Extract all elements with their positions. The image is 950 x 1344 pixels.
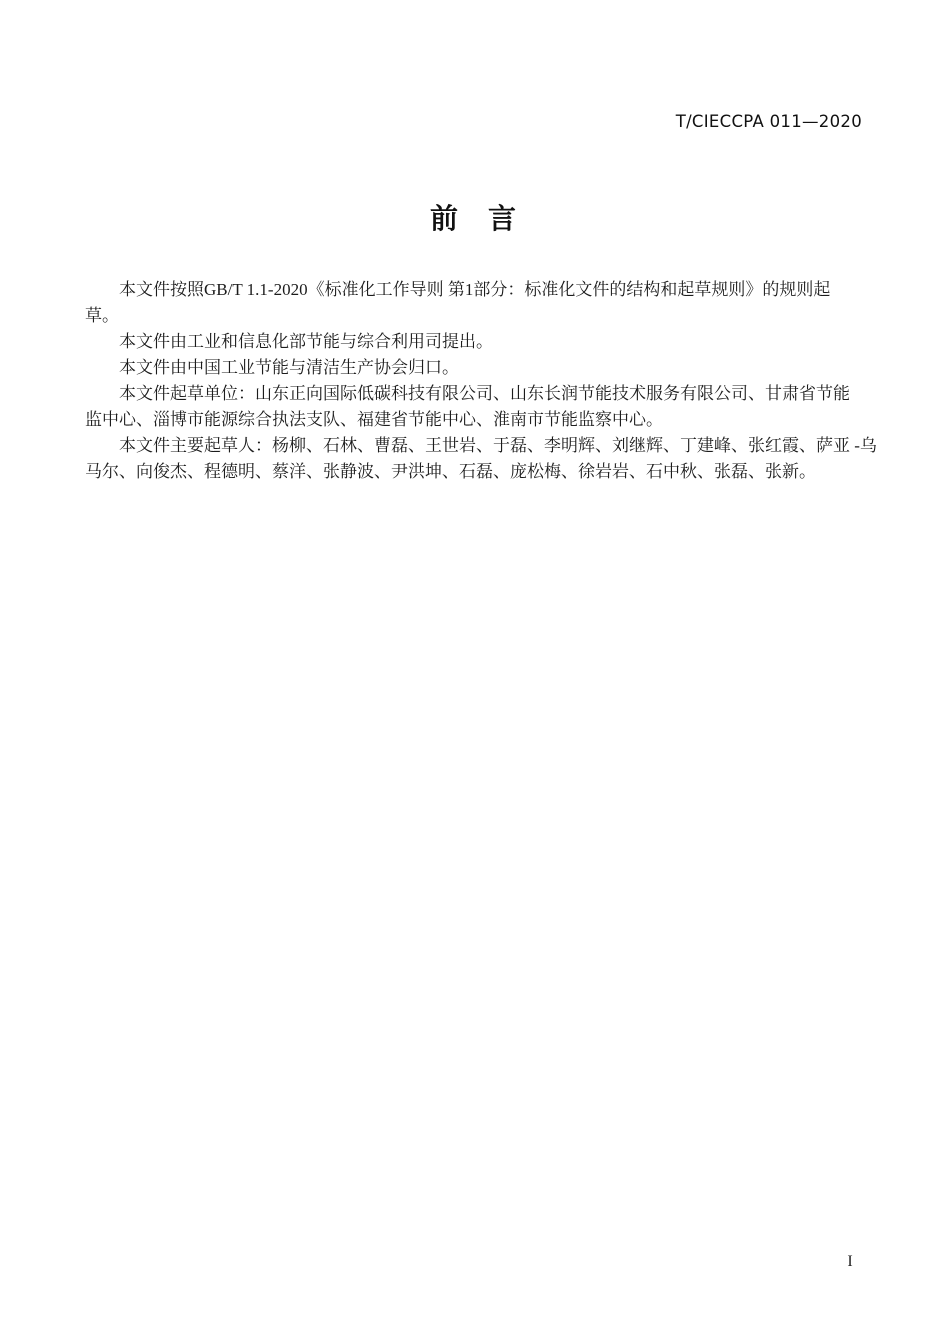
paragraph [85,355,862,381]
paragraph-line: 马尔、向俊杰、程德明、蔡洋、张静波、尹洪坤、石磊、庞松梅、徐岩岩、石中秋、张磊、张新。 [85,462,816,481]
paragraph-line: 本文件由工业和信息化部节能与综合利用司提出。 [119,332,493,351]
paragraph-line: 本文件主要起草人：杨柳、石林、曹磊、王世岩、于磊、李明辉、刘继辉、丁建峰、张红霞、萨亚 -乌 [119,436,877,455]
paragraph-line: 监中心、淄博市能源综合执法支队、福建省节能中心、淮南市节能监察中心。 [85,410,663,429]
paragraph [85,433,877,485]
paragraph-line: 本文件起草单位：山东正向国际低碳科技有限公司、山东长润节能技术服务有限公司、甘肃省节能 [119,384,850,403]
document-body [85,277,877,485]
paragraph-line: 草。 [85,306,119,325]
paragraph-line: 本文件按照GB/T 1.1-2020《标准化工作导则 第1部分：标准化文件的结构和起草规则》的规则起 [119,280,831,299]
paragraph [85,381,862,433]
paragraph [85,329,862,355]
paragraph [85,277,862,329]
paragraph-line: 本文件由中国工业节能与清洁生产协会归口。 [119,358,459,377]
standard-code: T/CIECCPA 011—2020 [675,112,862,131]
page-number: I [847,1253,853,1270]
page-title: 前 言 [429,202,517,235]
